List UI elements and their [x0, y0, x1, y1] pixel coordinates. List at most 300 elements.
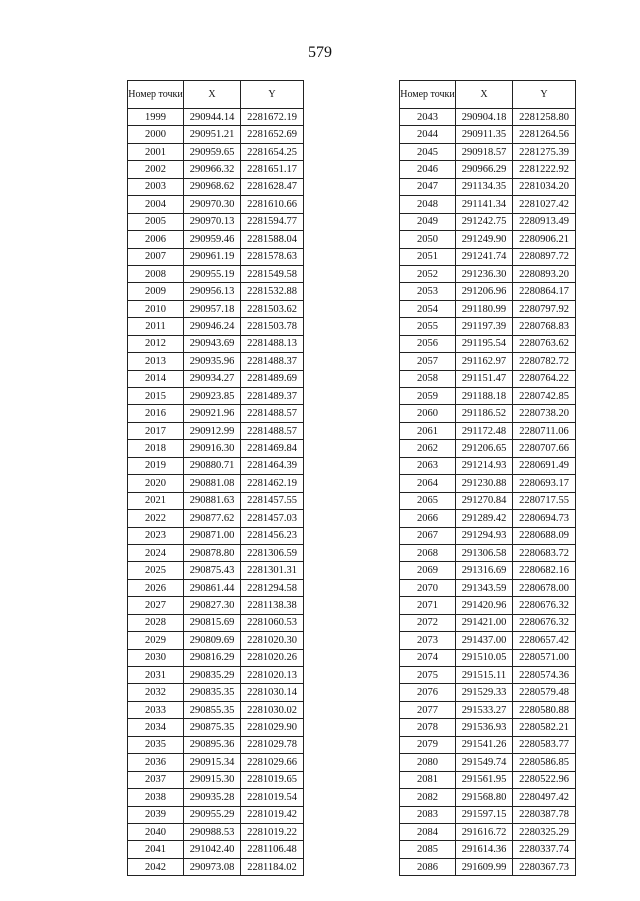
cell-x: 291568.80 — [456, 789, 513, 806]
table-row — [400, 858, 576, 875]
cell-point-number: 2018 — [128, 440, 184, 457]
cell-point-number: 2057 — [400, 353, 456, 370]
cell-y: 2281503.78 — [241, 318, 304, 335]
cell-x: 291597.15 — [456, 806, 513, 823]
cell-y: 2280337.74 — [513, 841, 576, 858]
cell-point-number: 2070 — [400, 579, 456, 596]
cell-x: 291141.34 — [456, 196, 513, 213]
cell-x: 291549.74 — [456, 754, 513, 771]
cell-y: 2281672.19 — [241, 109, 304, 126]
cell-y: 2281457.03 — [241, 510, 304, 527]
header-point-number: Номер точки — [400, 81, 456, 109]
cell-x: 290973.08 — [184, 858, 241, 875]
cell-y: 2281027.42 — [513, 196, 576, 213]
cell-x: 290988.53 — [184, 823, 241, 840]
cell-x: 291289.42 — [456, 510, 513, 527]
cell-point-number: 2056 — [400, 335, 456, 352]
cell-x: 290861.44 — [184, 579, 241, 596]
cell-y: 2280580.88 — [513, 701, 576, 718]
table-row — [128, 614, 304, 631]
cell-x: 291180.99 — [456, 300, 513, 317]
cell-x: 290955.29 — [184, 806, 241, 823]
cell-y: 2280522.96 — [513, 771, 576, 788]
cell-y: 2281034.20 — [513, 178, 576, 195]
table-row — [128, 649, 304, 666]
cell-y: 2280497.42 — [513, 789, 576, 806]
cell-x: 290970.13 — [184, 213, 241, 230]
cell-y: 2281532.88 — [241, 283, 304, 300]
cell-y: 2280763.62 — [513, 335, 576, 352]
cell-point-number: 2002 — [128, 161, 184, 178]
table-row — [400, 178, 576, 195]
cell-point-number: 2064 — [400, 475, 456, 492]
cell-y: 2281464.39 — [241, 457, 304, 474]
cell-point-number: 2033 — [128, 701, 184, 718]
cell-x: 291134.35 — [456, 178, 513, 195]
cell-y: 2280682.16 — [513, 562, 576, 579]
cell-point-number: 2058 — [400, 370, 456, 387]
table-row — [128, 388, 304, 405]
cell-y: 2281588.04 — [241, 231, 304, 248]
table-row — [128, 143, 304, 160]
cell-y: 2280583.77 — [513, 736, 576, 753]
cell-y: 2280683.72 — [513, 544, 576, 561]
cell-x: 291541.26 — [456, 736, 513, 753]
cell-x: 291510.05 — [456, 649, 513, 666]
cell-point-number: 2026 — [128, 579, 184, 596]
header-y: Y — [241, 81, 304, 109]
cell-y: 2281184.02 — [241, 858, 304, 875]
table-row — [400, 719, 576, 736]
cell-x: 290957.18 — [184, 300, 241, 317]
cell-y: 2280768.83 — [513, 318, 576, 335]
cell-y: 2281020.30 — [241, 632, 304, 649]
table-row — [400, 353, 576, 370]
cell-x: 290959.65 — [184, 143, 241, 160]
cell-y: 2281651.17 — [241, 161, 304, 178]
cell-y: 2280574.36 — [513, 667, 576, 684]
table-row — [128, 632, 304, 649]
cell-y: 2281457.55 — [241, 492, 304, 509]
table-row — [400, 579, 576, 596]
cell-x: 290881.08 — [184, 475, 241, 492]
cell-point-number: 2009 — [128, 283, 184, 300]
cell-point-number: 2081 — [400, 771, 456, 788]
cell-point-number: 2029 — [128, 632, 184, 649]
cell-point-number: 2066 — [400, 510, 456, 527]
cell-point-number: 2010 — [128, 300, 184, 317]
cell-point-number: 2006 — [128, 231, 184, 248]
table-row — [400, 388, 576, 405]
cell-y: 2281020.26 — [241, 649, 304, 666]
cell-y: 2281488.57 — [241, 405, 304, 422]
cell-point-number: 2037 — [128, 771, 184, 788]
cell-x: 290835.29 — [184, 667, 241, 684]
cell-y: 2281060.53 — [241, 614, 304, 631]
cell-point-number: 2019 — [128, 457, 184, 474]
cell-point-number: 2039 — [128, 806, 184, 823]
cell-y: 2281264.56 — [513, 126, 576, 143]
cell-x: 290809.69 — [184, 632, 241, 649]
cell-x: 290921.96 — [184, 405, 241, 422]
table-body-right — [400, 109, 576, 876]
table-row — [128, 318, 304, 335]
cell-y: 2281029.78 — [241, 736, 304, 753]
cell-x: 291197.39 — [456, 318, 513, 335]
cell-point-number: 2049 — [400, 213, 456, 230]
table-row — [400, 562, 576, 579]
cell-x: 291536.93 — [456, 719, 513, 736]
cell-y: 2280586.85 — [513, 754, 576, 771]
cell-point-number: 2085 — [400, 841, 456, 858]
table-row — [128, 405, 304, 422]
cell-y: 2280738.20 — [513, 405, 576, 422]
table-row — [128, 754, 304, 771]
cell-y: 2280657.42 — [513, 632, 576, 649]
cell-y: 2281029.66 — [241, 754, 304, 771]
cell-x: 291236.30 — [456, 265, 513, 282]
cell-y: 2280582.21 — [513, 719, 576, 736]
cell-point-number: 2046 — [400, 161, 456, 178]
cell-x: 291614.36 — [456, 841, 513, 858]
cell-x: 291316.69 — [456, 562, 513, 579]
table-row — [400, 701, 576, 718]
cell-point-number: 2030 — [128, 649, 184, 666]
cell-x: 291186.52 — [456, 405, 513, 422]
cell-x: 291172.48 — [456, 422, 513, 439]
cell-point-number: 2003 — [128, 178, 184, 195]
table-row — [128, 109, 304, 126]
table-row — [128, 667, 304, 684]
cell-point-number: 2076 — [400, 684, 456, 701]
cell-x: 291195.54 — [456, 335, 513, 352]
cell-point-number: 2015 — [128, 388, 184, 405]
table-row — [128, 475, 304, 492]
table-row — [128, 161, 304, 178]
table-row — [400, 196, 576, 213]
table-row — [400, 126, 576, 143]
cell-y: 2281222.92 — [513, 161, 576, 178]
table-row — [400, 754, 576, 771]
cell-y: 2280676.32 — [513, 597, 576, 614]
table-row — [128, 283, 304, 300]
cell-point-number: 2007 — [128, 248, 184, 265]
table-row — [128, 457, 304, 474]
cell-point-number: 2000 — [128, 126, 184, 143]
cell-x: 290918.57 — [456, 143, 513, 160]
cell-point-number: 2061 — [400, 422, 456, 439]
cell-y: 2280864.17 — [513, 283, 576, 300]
cell-x: 290815.69 — [184, 614, 241, 631]
table-row — [400, 632, 576, 649]
cell-x: 290955.19 — [184, 265, 241, 282]
cell-point-number: 2040 — [128, 823, 184, 840]
cell-y: 2281654.25 — [241, 143, 304, 160]
cell-x: 291162.97 — [456, 353, 513, 370]
table-row — [128, 492, 304, 509]
table-row — [400, 789, 576, 806]
cell-point-number: 2008 — [128, 265, 184, 282]
cell-point-number: 2025 — [128, 562, 184, 579]
table-row — [128, 562, 304, 579]
cell-y: 2280678.00 — [513, 579, 576, 596]
cell-y: 2280579.48 — [513, 684, 576, 701]
table-row — [400, 510, 576, 527]
table-row — [400, 335, 576, 352]
cell-point-number: 2020 — [128, 475, 184, 492]
cell-x: 290916.30 — [184, 440, 241, 457]
cell-x: 290827.30 — [184, 597, 241, 614]
table-row — [128, 422, 304, 439]
cell-x: 290871.00 — [184, 527, 241, 544]
cell-point-number: 2065 — [400, 492, 456, 509]
table-row — [400, 684, 576, 701]
cell-point-number: 2017 — [128, 422, 184, 439]
cell-point-number: 2054 — [400, 300, 456, 317]
table-row — [400, 492, 576, 509]
table-row — [400, 736, 576, 753]
cell-y: 2281258.80 — [513, 109, 576, 126]
table-row — [400, 370, 576, 387]
cell-point-number: 2012 — [128, 335, 184, 352]
cell-point-number: 2031 — [128, 667, 184, 684]
cell-point-number: 2004 — [128, 196, 184, 213]
cell-x: 291249.90 — [456, 231, 513, 248]
cell-point-number: 2068 — [400, 544, 456, 561]
cell-point-number: 2027 — [128, 597, 184, 614]
cell-x: 291609.99 — [456, 858, 513, 875]
cell-y: 2281488.13 — [241, 335, 304, 352]
table-row — [128, 231, 304, 248]
cell-y: 2281275.39 — [513, 143, 576, 160]
cell-point-number: 1999 — [128, 109, 184, 126]
cell-y: 2280387.78 — [513, 806, 576, 823]
cell-point-number: 2050 — [400, 231, 456, 248]
table-row — [128, 440, 304, 457]
cell-y: 2281503.62 — [241, 300, 304, 317]
cell-point-number: 2016 — [128, 405, 184, 422]
cell-x: 291421.00 — [456, 614, 513, 631]
cell-y: 2280688.09 — [513, 527, 576, 544]
table-row — [400, 841, 576, 858]
cell-x: 290855.35 — [184, 701, 241, 718]
cell-point-number: 2084 — [400, 823, 456, 840]
cell-point-number: 2032 — [128, 684, 184, 701]
table-row — [128, 196, 304, 213]
cell-x: 290946.24 — [184, 318, 241, 335]
cell-y: 2281019.22 — [241, 823, 304, 840]
cell-y: 2281549.58 — [241, 265, 304, 282]
cell-point-number: 2044 — [400, 126, 456, 143]
cell-x: 291294.93 — [456, 527, 513, 544]
cell-x: 290951.21 — [184, 126, 241, 143]
cell-point-number: 2082 — [400, 789, 456, 806]
header-x: X — [184, 81, 241, 109]
cell-x: 291151.47 — [456, 370, 513, 387]
cell-point-number: 2041 — [128, 841, 184, 858]
cell-point-number: 2035 — [128, 736, 184, 753]
cell-y: 2281456.23 — [241, 527, 304, 544]
cell-x: 290966.32 — [184, 161, 241, 178]
cell-point-number: 2074 — [400, 649, 456, 666]
cell-y: 2281294.58 — [241, 579, 304, 596]
table-row — [400, 457, 576, 474]
cell-y: 2281020.13 — [241, 667, 304, 684]
table-row — [400, 597, 576, 614]
cell-y: 2280691.49 — [513, 457, 576, 474]
table-row — [128, 527, 304, 544]
cell-y: 2281029.90 — [241, 719, 304, 736]
cell-y: 2280367.73 — [513, 858, 576, 875]
cell-point-number: 2075 — [400, 667, 456, 684]
table-row — [400, 300, 576, 317]
table-row — [400, 440, 576, 457]
table-row — [128, 597, 304, 614]
cell-x: 291270.84 — [456, 492, 513, 509]
cell-x: 291306.58 — [456, 544, 513, 561]
cell-point-number: 2053 — [400, 283, 456, 300]
table-row — [400, 771, 576, 788]
table-header-row — [400, 81, 576, 109]
cell-y: 2281019.42 — [241, 806, 304, 823]
cell-x: 290970.30 — [184, 196, 241, 213]
cell-y: 2280711.06 — [513, 422, 576, 439]
cell-x: 290968.62 — [184, 178, 241, 195]
page-number: 579 — [308, 44, 332, 61]
cell-x: 291242.75 — [456, 213, 513, 230]
table-row — [400, 527, 576, 544]
table-row — [128, 300, 304, 317]
cell-point-number: 2014 — [128, 370, 184, 387]
cell-y: 2281462.19 — [241, 475, 304, 492]
cell-x: 291529.33 — [456, 684, 513, 701]
cell-point-number: 2045 — [400, 143, 456, 160]
cell-x: 291206.65 — [456, 440, 513, 457]
cell-y: 2280717.55 — [513, 492, 576, 509]
table-row — [128, 265, 304, 282]
cell-x: 290966.29 — [456, 161, 513, 178]
cell-point-number: 2013 — [128, 353, 184, 370]
table-row — [400, 475, 576, 492]
cell-y: 2281594.77 — [241, 213, 304, 230]
table-row — [128, 736, 304, 753]
cell-point-number: 2024 — [128, 544, 184, 561]
cell-y: 2281019.54 — [241, 789, 304, 806]
cell-point-number: 2023 — [128, 527, 184, 544]
table-body-left — [128, 109, 304, 876]
cell-x: 290915.34 — [184, 754, 241, 771]
cell-x: 290895.36 — [184, 736, 241, 753]
cell-point-number: 2005 — [128, 213, 184, 230]
table-row — [128, 806, 304, 823]
cell-x: 290877.62 — [184, 510, 241, 527]
cell-y: 2281488.37 — [241, 353, 304, 370]
cell-point-number: 2073 — [400, 632, 456, 649]
cell-x: 291561.95 — [456, 771, 513, 788]
cell-x: 291188.18 — [456, 388, 513, 405]
header-x: X — [456, 81, 513, 109]
table-row — [128, 370, 304, 387]
table-row — [128, 823, 304, 840]
cell-y: 2281489.37 — [241, 388, 304, 405]
cell-x: 290961.19 — [184, 248, 241, 265]
cell-point-number: 2069 — [400, 562, 456, 579]
cell-y: 2281469.84 — [241, 440, 304, 457]
cell-point-number: 2071 — [400, 597, 456, 614]
table-row — [128, 789, 304, 806]
cell-point-number: 2080 — [400, 754, 456, 771]
cell-y: 2280897.72 — [513, 248, 576, 265]
cell-x: 290956.13 — [184, 283, 241, 300]
cell-x: 290875.35 — [184, 719, 241, 736]
header-point-number: Номер точки — [128, 81, 184, 109]
table-row — [400, 109, 576, 126]
cell-y: 2280906.21 — [513, 231, 576, 248]
cell-x: 290911.35 — [456, 126, 513, 143]
table-row — [400, 213, 576, 230]
header-y: Y — [513, 81, 576, 109]
cell-x: 291230.88 — [456, 475, 513, 492]
cell-x: 291042.40 — [184, 841, 241, 858]
cell-x: 291343.59 — [456, 579, 513, 596]
cell-x: 291241.74 — [456, 248, 513, 265]
table-row — [400, 265, 576, 282]
cell-y: 2280571.00 — [513, 649, 576, 666]
cell-point-number: 2067 — [400, 527, 456, 544]
cell-y: 2281652.69 — [241, 126, 304, 143]
cell-y: 2281301.31 — [241, 562, 304, 579]
cell-x: 291515.11 — [456, 667, 513, 684]
cell-point-number: 2051 — [400, 248, 456, 265]
cell-y: 2281106.48 — [241, 841, 304, 858]
cell-point-number: 2086 — [400, 858, 456, 875]
table-row — [128, 213, 304, 230]
cell-y: 2280913.49 — [513, 213, 576, 230]
cell-point-number: 2028 — [128, 614, 184, 631]
table-row — [128, 544, 304, 561]
cell-x: 290923.85 — [184, 388, 241, 405]
table-row — [400, 143, 576, 160]
cell-point-number: 2055 — [400, 318, 456, 335]
cell-point-number: 2059 — [400, 388, 456, 405]
table-row — [128, 771, 304, 788]
cell-x: 290959.46 — [184, 231, 241, 248]
cell-x: 290904.18 — [456, 109, 513, 126]
cell-x: 290935.28 — [184, 789, 241, 806]
cell-y: 2280797.92 — [513, 300, 576, 317]
cell-point-number: 2077 — [400, 701, 456, 718]
table-row — [400, 649, 576, 666]
cell-x: 290934.27 — [184, 370, 241, 387]
cell-point-number: 2022 — [128, 510, 184, 527]
cell-point-number: 2042 — [128, 858, 184, 875]
table-row — [128, 353, 304, 370]
cell-y: 2280782.72 — [513, 353, 576, 370]
cell-x: 291420.96 — [456, 597, 513, 614]
table-row — [128, 684, 304, 701]
cell-y: 2281489.69 — [241, 370, 304, 387]
cell-point-number: 2021 — [128, 492, 184, 509]
cell-x: 290880.71 — [184, 457, 241, 474]
table-row — [128, 510, 304, 527]
table-row — [400, 161, 576, 178]
cell-point-number: 2079 — [400, 736, 456, 753]
cell-x: 291533.27 — [456, 701, 513, 718]
cell-y: 2281019.65 — [241, 771, 304, 788]
cell-x: 290915.30 — [184, 771, 241, 788]
table-row — [400, 248, 576, 265]
cell-y: 2281030.14 — [241, 684, 304, 701]
